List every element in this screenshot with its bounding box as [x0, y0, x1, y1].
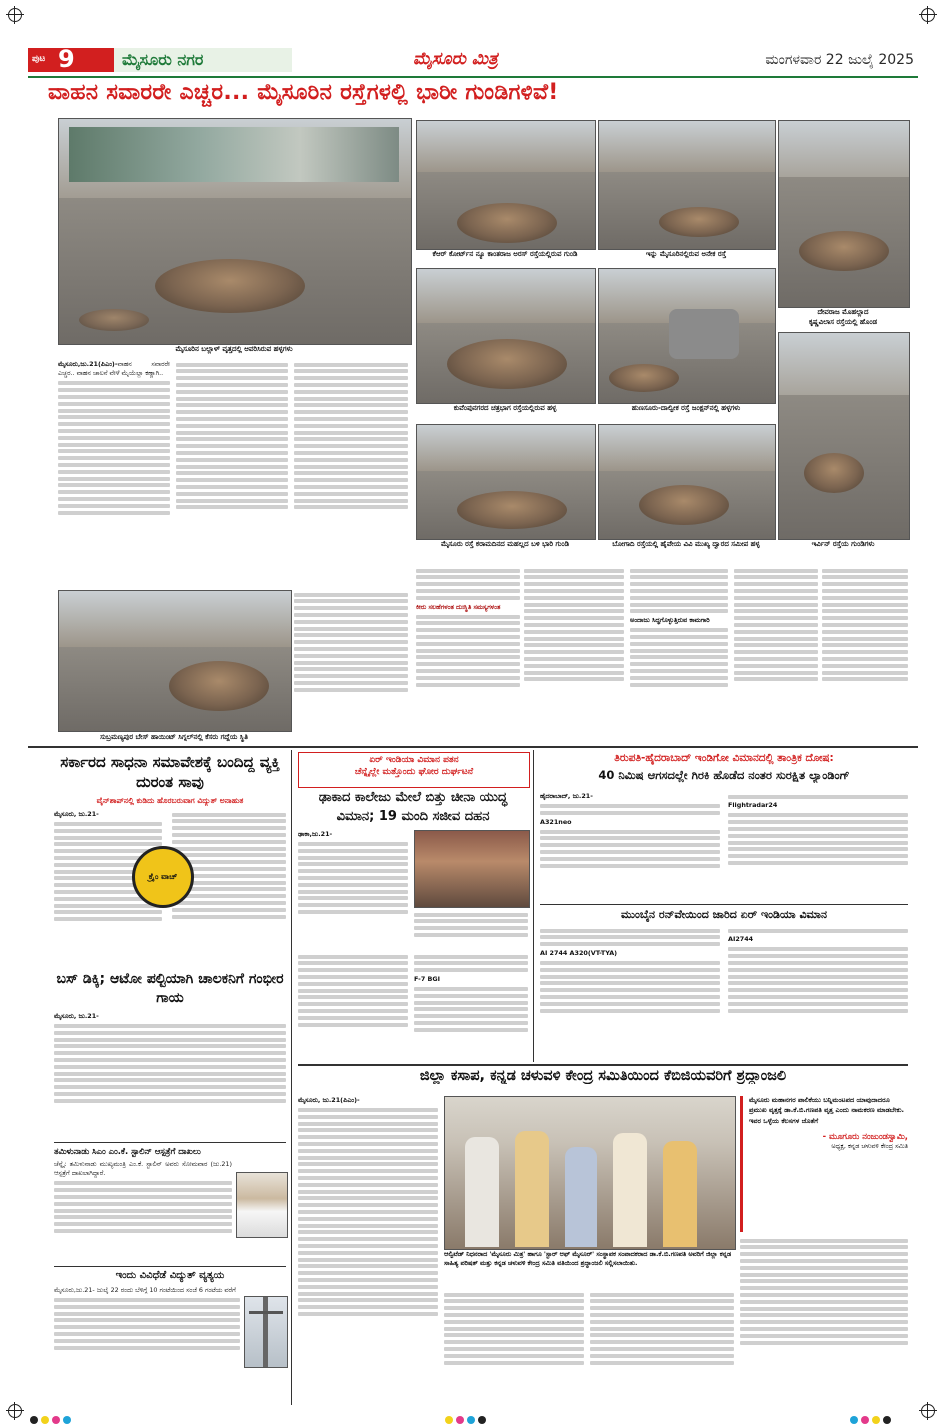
header-rule	[28, 76, 918, 78]
photo-city-road	[598, 120, 776, 250]
lead-story-col-3	[294, 360, 408, 582]
lead-story-col-7	[630, 566, 728, 742]
lead-story-col-9	[822, 566, 908, 742]
tribute-quote-role: ಅಧ್ಯಕ್ಷ, ಕನ್ನಡ ಚಳುವಳಿ ಕೇಂದ್ರ ಸಮಿತಿ	[831, 1141, 908, 1150]
tribute-photo	[444, 1096, 736, 1250]
dhaka-crash-headline: ಢಾಕಾದ ಕಾಲೇಜು ಮೇಲೆ ಬಿತ್ತು ಚೀನಾ ಯುದ್ಧ ವಿಮಾನ; 19 ಮಂದಿ ಸಜೀವ ದಹನ	[318, 790, 508, 824]
story-samavesha-dateline: ಮೈಸೂರು, ಜು.21-	[54, 810, 99, 818]
tribute-quote-author: - ಮೂಗೂರು ನಂಜುಂಡಸ್ವಾಮಿ,	[822, 1130, 908, 1141]
tribute-quote-bold: ಇವರ ಒಳ್ಳೆಯ ಕೆಲಸಗಳ ಜೊತೆಗೆ	[749, 1117, 819, 1126]
page-date: ಮಂಗಳವಾರ 22 ಜುಲೈ 2025	[765, 52, 914, 68]
section-label-box	[114, 48, 292, 72]
registration-mark	[921, 1404, 935, 1418]
crime-watch-badge	[132, 846, 194, 908]
lead-dateline: ಮೈಸೂರು,ಜು.21(ಪಿಎಂ)-	[58, 360, 118, 368]
photo-mysuru-road	[416, 424, 596, 540]
dhaka-dateline: ಢಾಕಾ,ಜು.21-	[298, 830, 333, 838]
dhaka-crash-photo	[414, 830, 530, 908]
lead-story-col-8	[734, 566, 818, 742]
story-power-cut-headline: ಇಂದು ವಿವಿಧೆಡೆ ವಿದ್ಯುತ್ ವ್ಯತ್ಯಯ	[115, 1270, 225, 1281]
mumbai-flight-code: AI2744	[728, 935, 754, 944]
story-samavesha-kicker: ವೈನ್‌ಶಾಪ್‌ನಲ್ಲಿ ಕುಡಿದು ಹೊರಬರುವಾಗ ವಿದ್ಯುತ್ ಅನಾಹುತ	[96, 796, 244, 805]
lead-story-col-5	[416, 566, 520, 742]
story-bus-accident-body	[54, 1012, 286, 1142]
page-number-box	[28, 45, 114, 73]
photo-irwin-road	[778, 332, 910, 540]
column-rule	[291, 750, 292, 1405]
divider	[54, 1142, 286, 1143]
photo-caption: ಇನ್ನು ಮೈಸೂರಿನಲ್ಲಿರುವ ಅನೇಕ ರಸ್ತೆ	[598, 250, 774, 259]
power-pole-photo	[244, 1296, 288, 1368]
crime-watch-label: ಕ್ರೈಂ ವಾಚ್	[148, 872, 178, 881]
lead-subhead: ಅಂದಾಜು ಸಿದ್ಧಗೊಳ್ಳುತ್ತಿರುವ ಕಾಮಗಾರಿ	[630, 616, 710, 625]
photo-bogadi-road	[598, 424, 776, 540]
dhaka-crash-body-2	[414, 910, 528, 950]
story-power-cut-lead: ಮೈಸೂರು,ಜು.21- ಜುಲೈ 22 ರಂದು ಬೆಳಿಗ್ಗೆ 10 ಗಂಟೆಯಿಂದ ಸಂಜೆ 6 ಗಂಟೆಯ ವರೆಗೆ	[54, 1286, 236, 1294]
dhaka-crash-body-4	[414, 952, 528, 1062]
photo-caption: ಸುಬ್ರಮಣ್ಯಪುರ ಬೇಸ್ ಹಾಯಿಂಟ್ ಸಿಗ್ನಲ್‌ನಲ್ಲಿ ಕೆಸರು ಗದ್ದೆಯ ಸ್ಥಿತಿ	[58, 733, 290, 742]
photo-base-point-signal	[58, 590, 292, 732]
section-divider	[28, 746, 918, 748]
color-dots	[445, 1409, 489, 1428]
story-stalin-headline: ತಮಿಳುನಾಡು ಸಿಎಂ ಎಂ.ಕೆ. ಸ್ಟಾಲಿನ್ ಆಸ್ಪತ್ರೆಗೆ ದಾಖಲು	[54, 1146, 201, 1156]
story-power-cut-body	[54, 1286, 240, 1392]
tribute-body-1	[298, 1096, 438, 1396]
story-stalin-body	[54, 1160, 232, 1264]
story-bus-accident-headline: ಬಸ್ ಡಿಕ್ಕಿ; ಆಟೋ ಪಲ್ಟಿಯಾಗಿ ಚಾಲಕನಿಗೆ ಗಂಭೀರ ಗಾಯ	[56, 971, 284, 1006]
air-crash-kicker: ಏರ್ ಇಂಡಿಯಾ ವಿಮಾನ ಪತನ	[369, 755, 459, 765]
photo-kuvempunagar	[416, 268, 596, 404]
photo-caption: ಕೃಷ್ಣವಿಲಾಸ ರಸ್ತೆಯಲ್ಲಿ ಹೊಂಡ	[778, 318, 908, 327]
story-bus-accident-dateline: ಮೈಸೂರು, ಜು.21-	[54, 1012, 99, 1020]
dhaka-mid-text: F-7 BGI	[414, 974, 440, 983]
main-pothole-photo	[58, 118, 412, 345]
photo-caption: ಕೆಆರ್ ಕೋರ್ಟ್‌ನ ನ್ಯೂ ಕಾಂತರಾಜ ಅರಸ್ ರಸ್ತೆಯಲ್ಲಿರುವ ಗುಂಡಿ	[416, 250, 594, 259]
tribute-photo-caption: ಆಲ್ವಿಟೆಡ್ ನಿಧನರಾದ 'ಮೈಸೂರು ಮಿತ್ರ' ಹಾಗೂ 'ಸ್ಟಾರ್ ಆಫ್ ಮೈಸೂರ್' ಸಂಸ್ಥಾಪಕ ಸಂಪಾದಕರಾದ ಡಾ.ಕೆ.ಬಿ.ಗಣಪತಿ ಅವರಿಗೆ ಜಿಲ್ಲಾ ಕನ್ನಡ ಸಾಹಿತ್ಯ ಪರಿಷತ್ ಮತ್ತು ಕನ್ನಡ ಚಳುವಳಿ ಕೇಂದ್ರ ಸಮಿತಿ ವತಿಯಿಂದ ಶ್ರದ್ಧಾಂಜಲಿ ಸಲ್ಲಿಸಲಾಯಿತು.	[444, 1250, 732, 1267]
indigo-flightradar: Flightradar24	[728, 801, 778, 810]
air-crash-kicker-2: ಚೆನ್ನೈಲ್ಲೇ ಮತ್ತೊಂದು ಘೋರ ದುರ್ಘಟನೆ	[354, 767, 474, 777]
lead-mid-text: ಕೀರು ಸಲಹೆಗಳಂತ ದುಃಸ್ಥಿತಿ ಸಮಸ್ಯಗಳಂತ	[416, 602, 501, 611]
lead-story-col-1	[58, 360, 170, 582]
registration-mark	[921, 8, 935, 22]
dhaka-crash-body-3	[298, 952, 408, 1062]
air-crash-kicker-box	[298, 752, 530, 788]
divider	[298, 1064, 908, 1066]
tribute-quote: ಮೈಸೂರು ಮಹಾನಗರ ಪಾಲಿಕೆಯು ಬನ್ನಿಮಂಟಪದ ಯಾವುದಾದರೂ ಪ್ರಮುಖ ವೃತ್ತಕ್ಕೆ ಡಾ.ಕೆ.ಬಿ.ಗಣಪತಿ ವೃತ್ತ ಎಂದು ನಾಮಕರಣ ಮಾಡಬೇಕು.	[749, 1096, 905, 1114]
masthead-logo: ಮೈಸೂರು ಮಿತ್ರ	[413, 49, 498, 69]
divider	[540, 904, 908, 905]
indigo-flight: A321neo	[540, 817, 572, 826]
photo-caption: ಹುಣಸೂರು-ದಾಲ್ವೀಕ ರಸ್ತೆ ಜಂಕ್ಷನ್‌ನಲ್ಲಿ ಹಳ್ಳಗಳು	[598, 404, 774, 413]
registration-mark	[8, 1404, 22, 1418]
tribute-body-2	[444, 1290, 584, 1398]
dhaka-crash-body-1	[298, 830, 408, 950]
section-title: ಮೈಸೂರು ನಗರ	[122, 50, 204, 69]
stalin-portrait-photo	[236, 1172, 288, 1238]
tribute-dateline: ಮೈಸೂರು, ಜು.21(ಪಿಎಂ)-	[298, 1096, 360, 1104]
lead-story-col-6	[524, 566, 624, 742]
main-photo-caption: ಮೈಸೂರಿನ ಬಲ್ಲಾಳ್ ವೃತ್ತದಲ್ಲಿ ಆವರಿಸಿರುವ ಹಳ್ಳಗಳು	[58, 345, 410, 354]
photo-devaraja-mohalla	[778, 120, 910, 308]
registration-mark	[8, 8, 22, 22]
lead-body-intro: ವಾಹನ ಸವಾರರೇ ಎಚ್ಚರ.. ವಾಹನ ಚಾಲನೆ ವೇಳೆ ಮೈಯೆಲ್ಲಾ ಕಣ್ಣಾಗಿ..	[58, 360, 170, 378]
color-dots	[30, 1409, 74, 1428]
photo-caption: ಇರ್ವಿನ್ ರಸ್ತೆಯ ಗುಂಡಿಗಳು	[778, 540, 908, 549]
tribute-headline: ಜಿಲ್ಲಾ ಕಸಾಪ, ಕನ್ನಡ ಚಳುವಳಿ ಕೇಂದ್ರ ಸಮಿತಿಯಿಂದ ಕೆಬಿಜಿಯವರಿಗೆ ಶ್ರದ್ಧಾಂಜಲಿ	[419, 1068, 787, 1084]
photo-caption: ದೇವರಾಜ ಮೊಹಲ್ಲಾದ	[778, 308, 908, 317]
photo-caption: ಬೋಗಾದಿ ರಸ್ತೆಯಲ್ಲಿ ಹೈವೇಯ ವಿವಿ ಮುಖ್ಯ ದ್ವಾರದ ಸಮೀಪ ಹಳ್ಳ	[598, 540, 774, 549]
indigo-kicker: ತಿರುಪತಿ-ಹೈದರಾಬಾದ್ ಇಂಡಿಗೋ ವಿಮಾನದಲ್ಲಿ ತಾಂತ್ರಿಕ ದೋಷ:	[614, 752, 834, 764]
photo-caption: ಮೈಸೂರು ರಸ್ತೆ ಕರಾಮದಿನದ ಮಹಲ್ಲದ ಬಳಿ ಭಾರಿ ಗುಂಡಿ	[416, 540, 594, 549]
page-label: ಪುಟ	[32, 54, 46, 64]
story-samavesha-headline: ಸರ್ಕಾರದ ಸಾಧನಾ ಸಮಾವೇಶಕ್ಕೆ ಬಂದಿದ್ದ ವ್ಯಕ್ತಿ ದುರಂತ ಸಾವು	[60, 753, 280, 791]
mumbai-flight: AI 2744 A320(VT-TYA)	[540, 948, 618, 957]
column-rule	[533, 750, 534, 1062]
indigo-headline: 40 ನಿಮಿಷ ಆಗಸದಲ್ಲೇ ಗಿರಕಿ ಹೊಡೆದ ನಂತರ ಸುರಕ್ಷಿತ ಲ್ಯಾಂಡಿಂಗ್	[598, 768, 850, 782]
tribute-body-3	[590, 1290, 734, 1398]
photo-kr-court	[416, 120, 596, 250]
mumbai-runway-body-1	[540, 926, 720, 1062]
indigo-body-2	[728, 792, 908, 902]
photo-caption: ಕುವೆಂಪುನಗರದ ಚತ್ರಭಾಗ ರಸ್ತೆಯಲ್ಲಿರುವ ಹಳ್ಳ	[416, 404, 594, 413]
lead-story-col-2	[176, 360, 288, 582]
photo-hunsur-junction	[598, 268, 776, 404]
page-number: 9	[58, 45, 75, 73]
story-stalin-lead: ಚೆನ್ನೈ: ತಮಿಳುನಾಡು ಮುಖ್ಯಮಂತ್ರಿ ಎಂ.ಕೆ. ಸ್ಟಾಲಿನ್ ಅವರು ಸೋಮವಾರ (ಜು.21) ಆಸ್ಪತ್ರೆಗೆ ದಾಖಲಾಗಿದ್ದಾರೆ.	[54, 1160, 232, 1178]
lead-headline: ವಾಹನ ಸವಾರರೇ ಎಚ್ಚರ... ಮೈಸೂರಿನ ರಸ್ತೆಗಳಲ್ಲಿ ಭಾರೀ ಗುಂಡಿಗಳಿವೆ!	[48, 80, 559, 105]
tribute-quote-box	[740, 1096, 908, 1232]
color-dots	[850, 1409, 894, 1428]
page-header	[28, 45, 918, 74]
indigo-body-1	[540, 792, 720, 902]
divider	[54, 1266, 286, 1267]
tribute-body-4	[740, 1236, 908, 1396]
mumbai-runway-body-2	[728, 926, 908, 1062]
mumbai-runway-headline: ಮುಂಬೈನ ರನ್‌ವೇಯಿಂದ ಜಾರಿದ ಏರ್ ಇಂಡಿಯಾ ವಿಮಾನ	[621, 908, 827, 921]
indigo-dateline: ಹೈದರಾಬಾದ್, ಜು.21-	[540, 792, 593, 800]
lead-story-col-4	[294, 590, 408, 740]
